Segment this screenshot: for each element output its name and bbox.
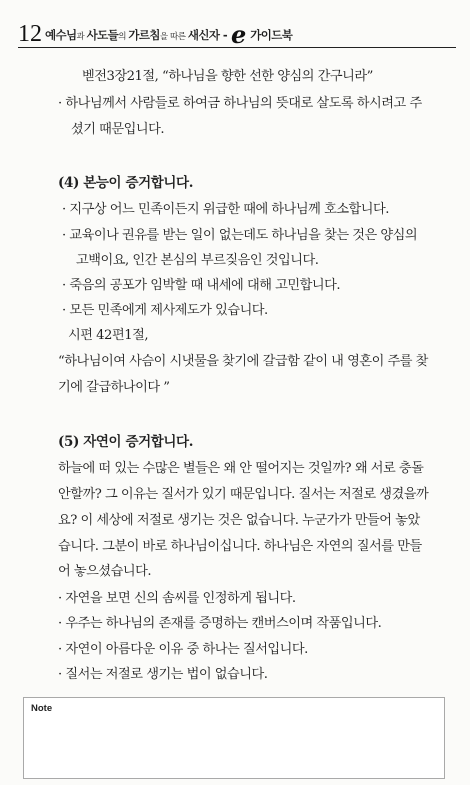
list-item: · 하나님께서 사람들로 하여금 하나님의 뜻대로 살도록 하시려고 주 xyxy=(58,96,422,111)
book-series-title: 예수님과 사도들의 가르침을 따른 새신자 - xyxy=(45,28,227,42)
verse-reference: 시편 42편1절, xyxy=(68,328,149,343)
paragraph-line: 안할까? 그 이유는 질서가 있기 때문입니다. 질서는 저절로 생겼을까 xyxy=(58,487,429,502)
list-item: · 지구상 어느 민족이든지 위급한 때에 하나님께 호소합니다. xyxy=(62,202,389,217)
list-item: · 자연을 보면 신의 솜씨를 인정하게 됩니다. xyxy=(58,591,296,606)
paragraph-line: 습니다. 그분이 바로 하나님이십니다. 하나님은 자연의 질서를 만들 xyxy=(58,539,422,554)
list-item: · 모든 민족에게 제사제도가 있습니다. xyxy=(62,303,268,318)
verse-reference: 벧전3장21절, “하나님을 향한 선한 양심의 간구니라” xyxy=(82,69,373,84)
verse-quote: “하나님이여 사슴이 시냇물을 찾기에 갈급함 같이 내 영혼이 주를 찾 xyxy=(58,354,428,369)
list-item: · 교육이나 권유를 받는 일이 없는데도 하나님을 찾는 것은 양심의 xyxy=(62,228,418,243)
paragraph-line: 하늘에 떠 있는 수많은 별들은 왜 안 떨어지는 것일까? 왜 서로 충돌 xyxy=(58,461,424,476)
list-item-continuation: 셨기 때문입니다. xyxy=(71,122,165,137)
section-heading-4: (4) 본능이 증거합니다. xyxy=(58,175,193,191)
e-logo-icon: e xyxy=(231,20,247,49)
list-item: · 질서는 저절로 생기는 법이 없습니다. xyxy=(58,667,268,682)
header-divider xyxy=(18,47,456,48)
list-item: · 우주는 하나님의 존재를 증명하는 캔버스이며 작품입니다. xyxy=(58,616,382,631)
section-heading-5: (5) 자연이 증거합니다. xyxy=(58,434,193,450)
note-box xyxy=(23,697,445,779)
paragraph-line: 요? 이 세상에 저절로 생기는 것은 없습니다. 누군가가 만들어 놓았 xyxy=(58,513,420,528)
verse-quote-continuation: 기에 갈급하나이다 ” xyxy=(58,380,170,395)
guidebook-label: 가이드북 xyxy=(250,28,293,42)
list-item: · 자연이 아름다운 이유 중 하나는 질서입니다. xyxy=(58,642,308,657)
list-item: · 죽음의 공포가 임박할 때 내세에 대해 고민합니다. xyxy=(62,278,341,293)
list-item-continuation: 고백이요, 인간 본심의 부르짖음인 것입니다. xyxy=(76,253,319,268)
page-header xyxy=(18,16,458,49)
paragraph-line: 어 놓으셨습니다. xyxy=(58,564,152,579)
page-number: 12 xyxy=(18,21,42,47)
note-label: Note xyxy=(31,703,53,714)
